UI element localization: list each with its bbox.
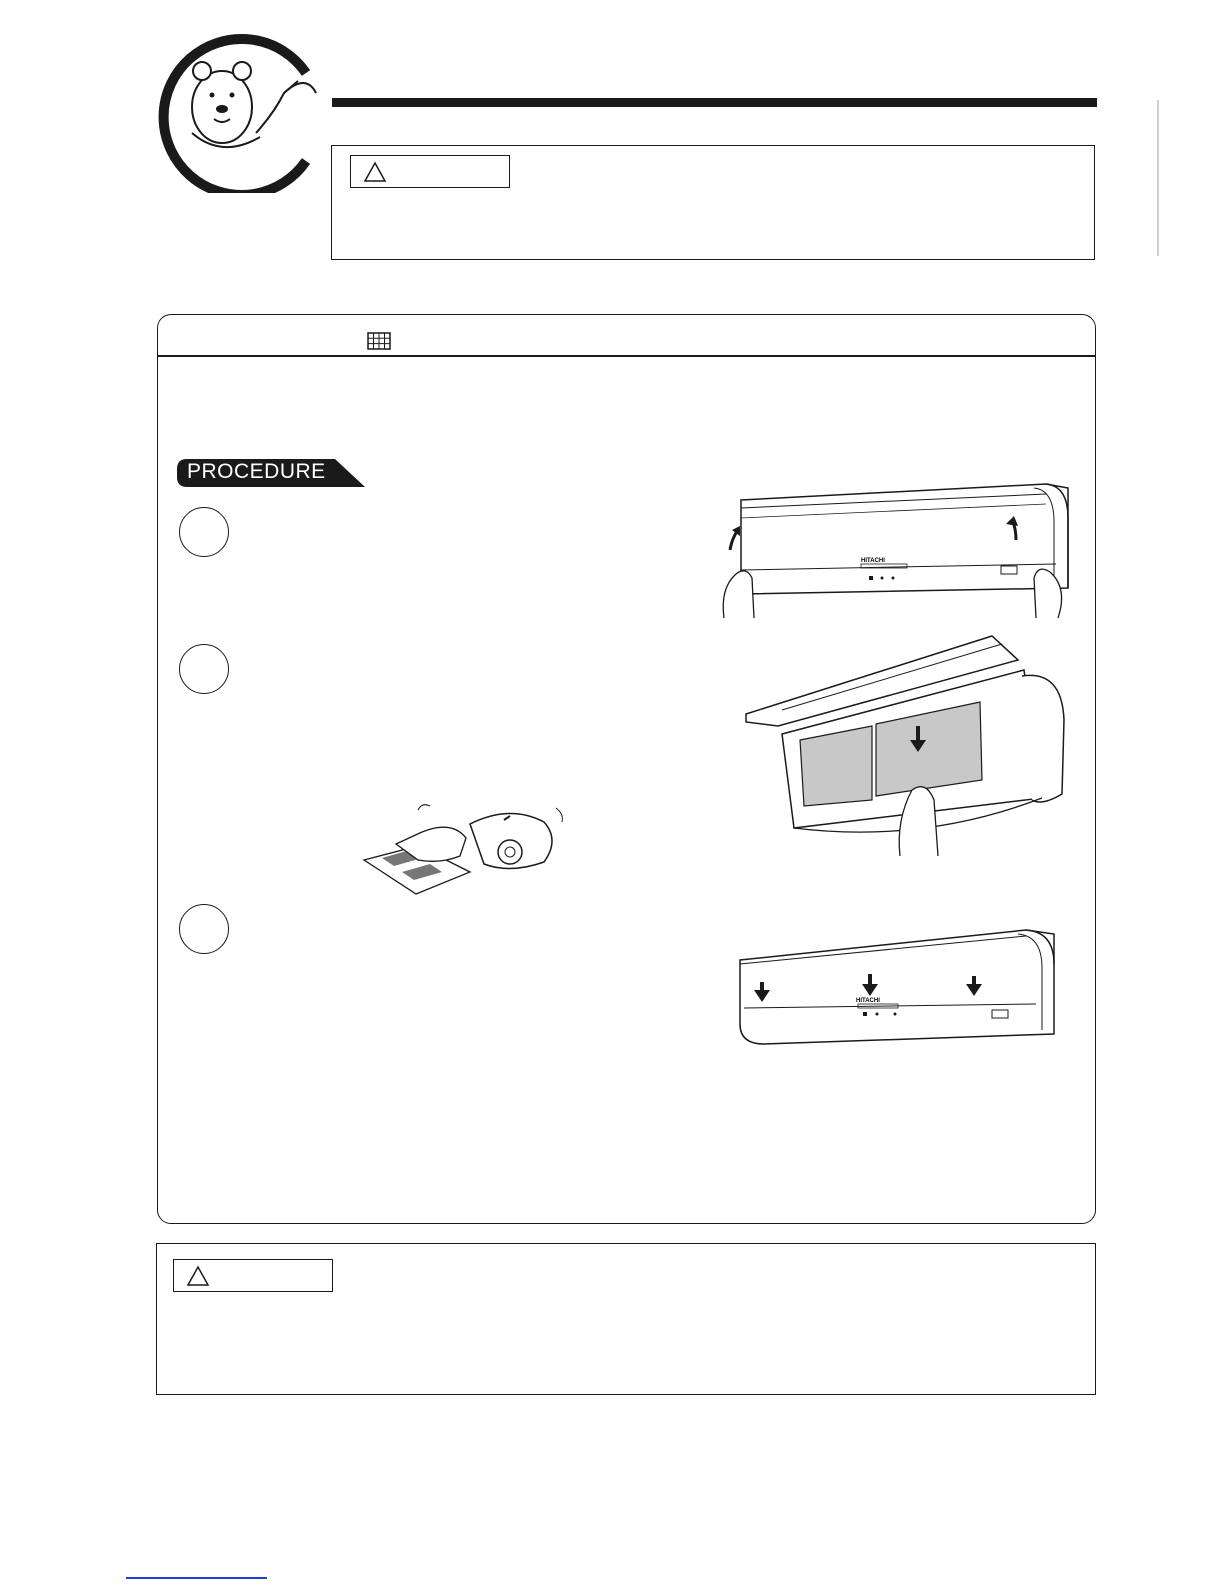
step-2-marker [179,644,229,694]
unit-brand-text: HITACHI [861,558,885,564]
step-3-illustration [736,924,1062,1048]
warning-triangle-icon-bottom [186,1265,210,1287]
step-3-marker [179,904,229,954]
step-1-illustration [716,478,1078,624]
step-1-marker [179,507,229,557]
section-divider [158,355,1095,357]
header-rule [332,98,1097,107]
vacuum-cleaner-icon [360,798,570,898]
procedure-tag [177,459,367,487]
caution-box-top [331,145,1095,260]
bear-mascot-icon [156,33,336,193]
filter-grid-icon [367,332,391,350]
footer-link-underline [126,1577,267,1579]
unit-brand-text-2: HITACHI [856,998,880,1004]
caution-box-bottom [156,1243,1096,1395]
caution-label-bottom [173,1259,333,1292]
page-edge-mark [1157,100,1159,256]
step-2-illustration [742,630,1070,858]
warning-triangle-icon [363,161,387,183]
caution-label-top [350,155,510,188]
procedure-label: PROCEDURE [187,460,326,483]
